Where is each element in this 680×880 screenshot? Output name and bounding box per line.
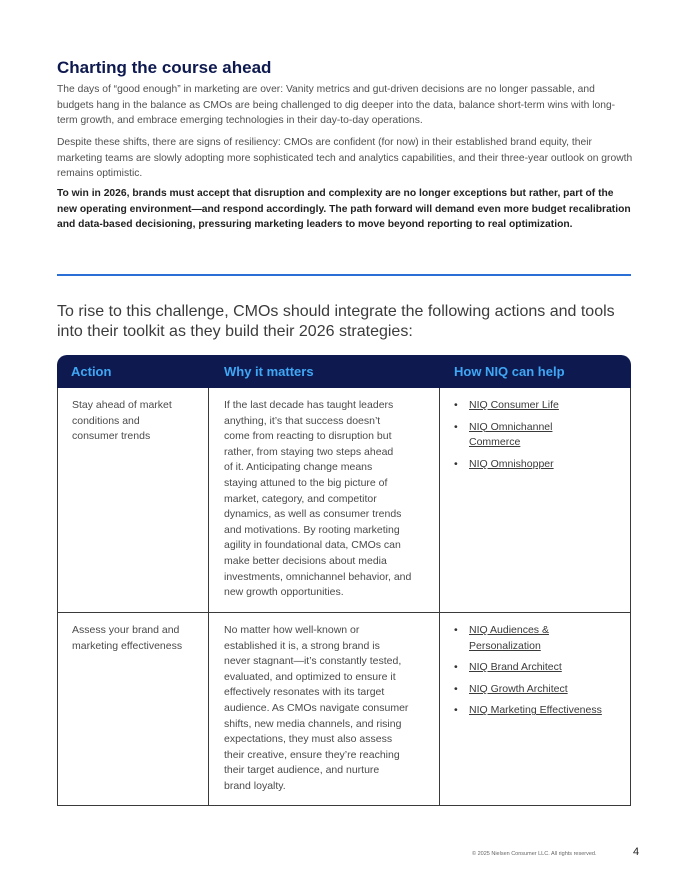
list-item [454, 623, 616, 654]
paragraph-3-bold: To win in 2026, brands must accept that disruption and complexity are no longer exceptions but rather, part of the new operating environment—and respond accordingly. The path forward will demand even more budget recalibration and data-based decisioning, pressuring marketing leaders to move beyond reporting to real optimization. [57, 188, 631, 230]
why-text: If the last decade has taught leaders anything, it’s that success doesn’t come from reacting to disruption but rather, from staying two steps ahead of it. Anticipating change means staying attuned to the big picture of market, category, and competitor dynamics, as well as consumer trends and motivations. By rooting marketing agility in foundational data, CMOs can make better decisions about media investments, omnichannel behavior, and new growth opportunities. [224, 399, 412, 599]
table-row [57, 613, 631, 806]
action-text: Assess your brand and marketing effectiveness [72, 624, 183, 652]
list-item [454, 660, 616, 676]
why-text: No matter how well-known or established it is, a strong brand is never stagnant—it’s constantly tested, evaluated, and optimized to ensure it effectively resonates with its target audience. As CMOs navigate consumer shifts, new media channels, and rising expectations, they must also assess their creative, ensure they’re reaching their target audience, and nurture brand loyalty. [224, 624, 409, 792]
table-header [57, 355, 631, 388]
paragraph-1: The days of “good enough” in marketing are over: Vanity metrics and gut-driven decisions are no longer passable, and budgets hang in the balance as CMOs are being challenged to dig deeper into the data, balance short-term wins with long-term growth, and embrace emerging technologies in their day-to-day operations. [57, 84, 616, 126]
list-item [454, 457, 616, 473]
header-why: Why it matters [224, 364, 314, 379]
link-niq-brand-architect[interactable]: NIQ Brand Architect [469, 661, 562, 674]
link-niq-omnishopper[interactable]: NIQ Omnishopper [469, 457, 554, 470]
link-niq-marketing-effectiveness[interactable]: NIQ Marketing Effectiveness [469, 704, 602, 717]
link-niq-omnichannel-commerce[interactable]: NIQ Omnichannel Commerce [469, 420, 553, 449]
table-row [57, 388, 631, 613]
why-cell [209, 388, 440, 612]
links-cell [440, 613, 630, 805]
list-item [454, 682, 616, 698]
header-action: Action [71, 364, 112, 379]
link-niq-growth-architect[interactable]: NIQ Growth Architect [469, 682, 568, 695]
header-how: How NIQ can help [454, 364, 565, 379]
links-cell [440, 388, 630, 612]
link-list [454, 623, 616, 719]
why-cell [209, 613, 440, 805]
action-cell [58, 388, 209, 612]
section-title: Charting the course ahead [57, 58, 272, 77]
link-list [454, 398, 616, 472]
list-item [454, 703, 616, 719]
actions-table [57, 355, 631, 806]
action-cell [58, 613, 209, 805]
link-niq-consumer-life[interactable]: NIQ Consumer Life [469, 399, 559, 411]
list-item [454, 420, 616, 451]
copyright-footer: © 2025 Nielsen Consumer LLC. All rights reserved. [472, 851, 597, 857]
section-divider [57, 274, 631, 276]
list-item [454, 398, 616, 414]
action-text: Stay ahead of market conditions and consumer trends [72, 399, 172, 443]
link-niq-audiences-personalization[interactable]: NIQ Audiences & Personalization [469, 624, 549, 652]
intro-text: To rise to this challenge, CMOs should integrate the following actions and tools into their toolkit as they build their 2026 strategies: [57, 303, 615, 340]
page-number: 4 [633, 846, 640, 858]
paragraph-2: Despite these shifts, there are signs of resiliency: CMOs are confident (for now) in their established brand equity, their marketing teams are slowly adopting more sophisticated tech and analytics capabilities, and their three-year outlook on growth remains optimistic. [57, 137, 633, 179]
